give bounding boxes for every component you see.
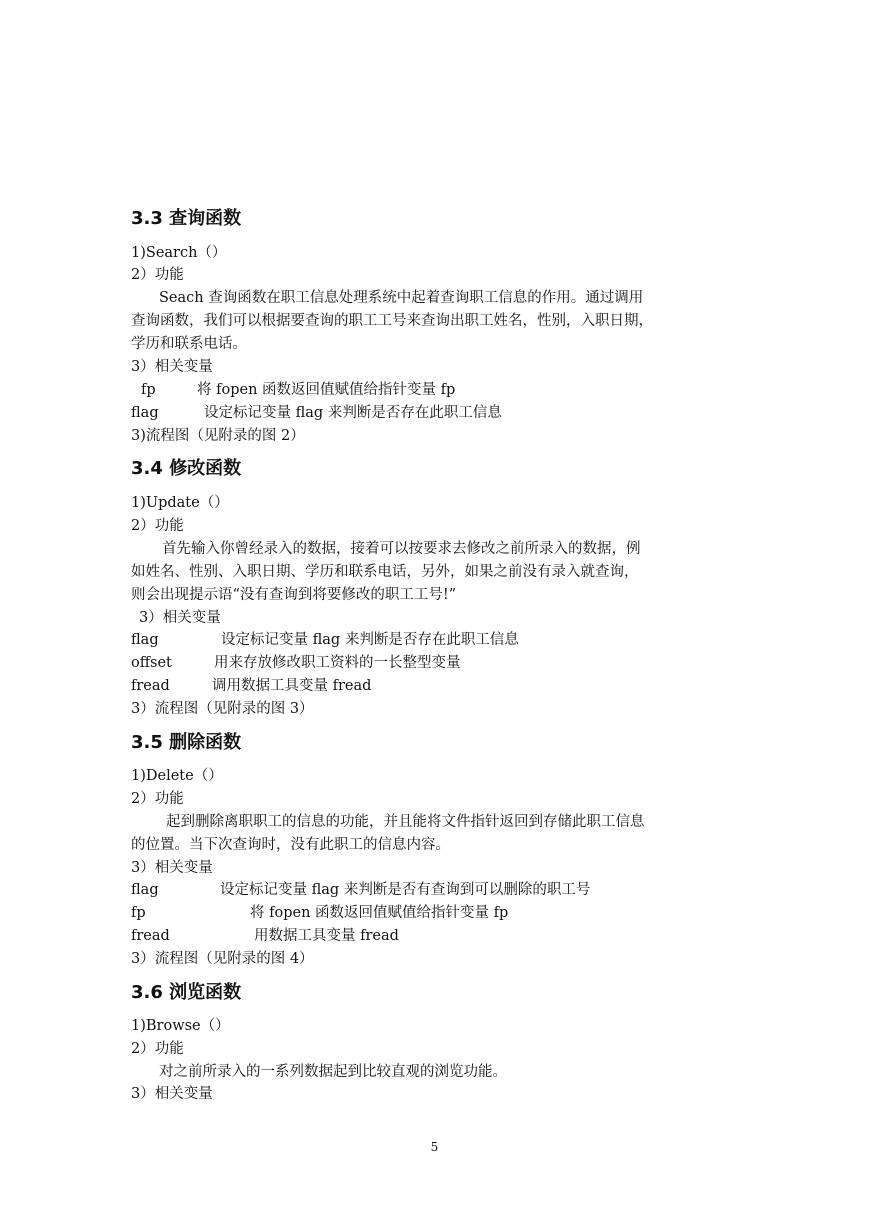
subheading-variables: 3）相关变量	[131, 1086, 213, 1102]
paragraph-line: 的位置。当下次查询时，没有此职工的信息内容。	[131, 837, 450, 853]
section-heading-3-5: 3.5 删除函数	[131, 732, 242, 753]
paragraph-line: 查询函数，我们可以根据要查询的职工工号来查询出职工姓名，性别，入职日期，	[131, 313, 653, 329]
function-signature: 1)Update（）	[131, 495, 229, 511]
variable-name: fread	[131, 928, 170, 944]
variable-description: 用数据工具变量 fread	[254, 928, 399, 944]
variable-description: 将 fopen 函数返回值赋值给指针变量 fp	[250, 905, 509, 921]
subheading-variables: 3）相关变量	[131, 359, 213, 375]
page-number: 5	[430, 1140, 439, 1154]
paragraph-line: Seach 查询函数在职工信息处理系统中起着查询职工信息的作用。通过调用	[159, 290, 644, 306]
variable-description: 用来存放修改职工资料的一长整型变量	[214, 655, 461, 671]
variable-name: flag	[131, 405, 159, 421]
variable-name: fp	[141, 382, 156, 398]
paragraph-line: 则会出现提示语“没有查询到将要修改的职工工号!”	[131, 587, 457, 603]
function-signature: 1)Delete（）	[131, 768, 223, 784]
variable-name: fp	[131, 905, 146, 921]
paragraph-line: 如姓名、性别、入职日期、学历和联系电话，另外，如果之前没有录入就查询，	[131, 564, 639, 580]
flowchart-reference: 3）流程图（见附录的图 3）	[131, 701, 314, 717]
variable-description: 将 fopen 函数返回值赋值给指针变量 fp	[197, 382, 456, 398]
function-signature: 1)Browse（）	[131, 1018, 230, 1034]
subheading-function: 2）功能	[131, 791, 184, 807]
subheading-variables: 3）相关变量	[131, 860, 213, 876]
flowchart-reference: 3）流程图（见附录的图 4）	[131, 951, 314, 967]
section-heading-3-6: 3.6 浏览函数	[131, 982, 242, 1003]
flowchart-reference: 3)流程图（见附录的图 2）	[131, 428, 305, 444]
variable-name: flag	[131, 882, 159, 898]
subheading-function: 2）功能	[131, 267, 184, 283]
function-signature: 1)Search（）	[131, 245, 227, 261]
subheading-function: 2）功能	[131, 518, 184, 534]
paragraph-line: 对之前所录入的一系列数据起到比较直观的浏览功能。	[159, 1064, 507, 1080]
variable-description: 设定标记变量 flag 来判断是否存在此职工信息	[221, 632, 519, 648]
variable-description: 设定标记变量 flag 来判断是否有查询到可以删除的职工号	[220, 882, 591, 898]
section-heading-3-3: 3.3 查询函数	[131, 208, 242, 229]
variable-name: flag	[131, 632, 159, 648]
section-heading-3-4: 3.4 修改函数	[131, 458, 242, 479]
paragraph-line: 起到删除离职职工的信息的功能，并且能将文件指针返回到存储此职工信息	[166, 814, 645, 830]
variable-name: fread	[131, 678, 170, 694]
variable-description: 设定标记变量 flag 来判断是否存在此职工信息	[204, 405, 502, 421]
variable-description: 调用数据工具变量 fread	[212, 678, 372, 694]
paragraph-line: 首先输入你曾经录入的数据，接着可以按要求去修改之前所录入的数据，例	[162, 541, 641, 557]
variable-name: offset	[131, 655, 172, 671]
paragraph-line: 学历和联系电话。	[131, 336, 247, 352]
subheading-function: 2）功能	[131, 1041, 184, 1057]
subheading-variables: 3）相关变量	[139, 610, 221, 626]
